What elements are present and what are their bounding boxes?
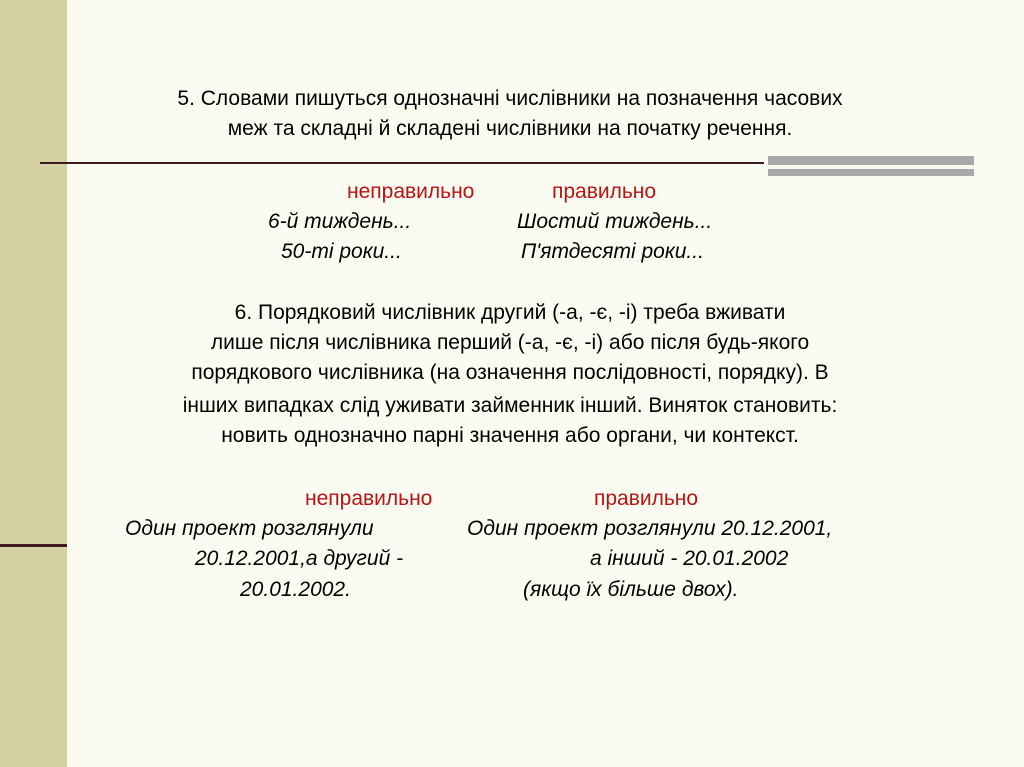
example1-wrong-label: неправильно [347, 180, 475, 203]
example1-right-2: П'ятдесяті роки... [521, 240, 704, 263]
rule6-line4: інших випадках слід уживати займенник інший. Виняток становить: [182, 394, 838, 417]
example1-wrong-1: 6-й тиждень... [268, 210, 412, 233]
rule5-line2: меж та складні й складені числівники на початку речення. [227, 117, 793, 140]
example1-wrong-2: 50-ті роки... [281, 240, 402, 263]
title-divider-line [40, 162, 764, 164]
example2-wrong-2: 20.12.2001,а другий - [195, 547, 404, 570]
left-sidebar-band [0, 0, 67, 767]
sidebar-divider-line [0, 544, 67, 547]
example2-right-2: а інший - 20.01.2002 [590, 547, 789, 570]
decorative-gray-bars [768, 156, 974, 176]
example2-right-label: правильно [594, 487, 699, 510]
example2-right-1: Один проект розглянули 20.12.2001, [467, 517, 833, 540]
example2-right-3: (якщо їх більше двох). [523, 578, 739, 601]
example1-right-label: правильно [552, 180, 657, 203]
rule6-line1: 6. Порядковий числівник другий (-а, -є, -і) треба вживати [234, 301, 786, 324]
example2-wrong-3: 20.01.2002. [240, 578, 351, 601]
rule6-line2: лише після числівника перший (-а, -є, -і) або після будь-якого [210, 331, 810, 354]
rule6-line5: новить однозначно парні значення або органи, чи контекст. [221, 424, 799, 447]
example1-right-1: Шостий тиждень... [517, 210, 713, 233]
gray-bar-top [768, 156, 974, 165]
rule5-line1: 5. Словами пишуться однозначні числівники на позначення часових [177, 87, 843, 110]
example2-wrong-label: неправильно [305, 487, 433, 510]
rule6-line3: порядкового числівника (на означення послідовності, порядку). В [191, 361, 829, 384]
example2-wrong-1: Один проект розглянули [125, 517, 374, 540]
gray-bar-bottom [768, 169, 974, 176]
